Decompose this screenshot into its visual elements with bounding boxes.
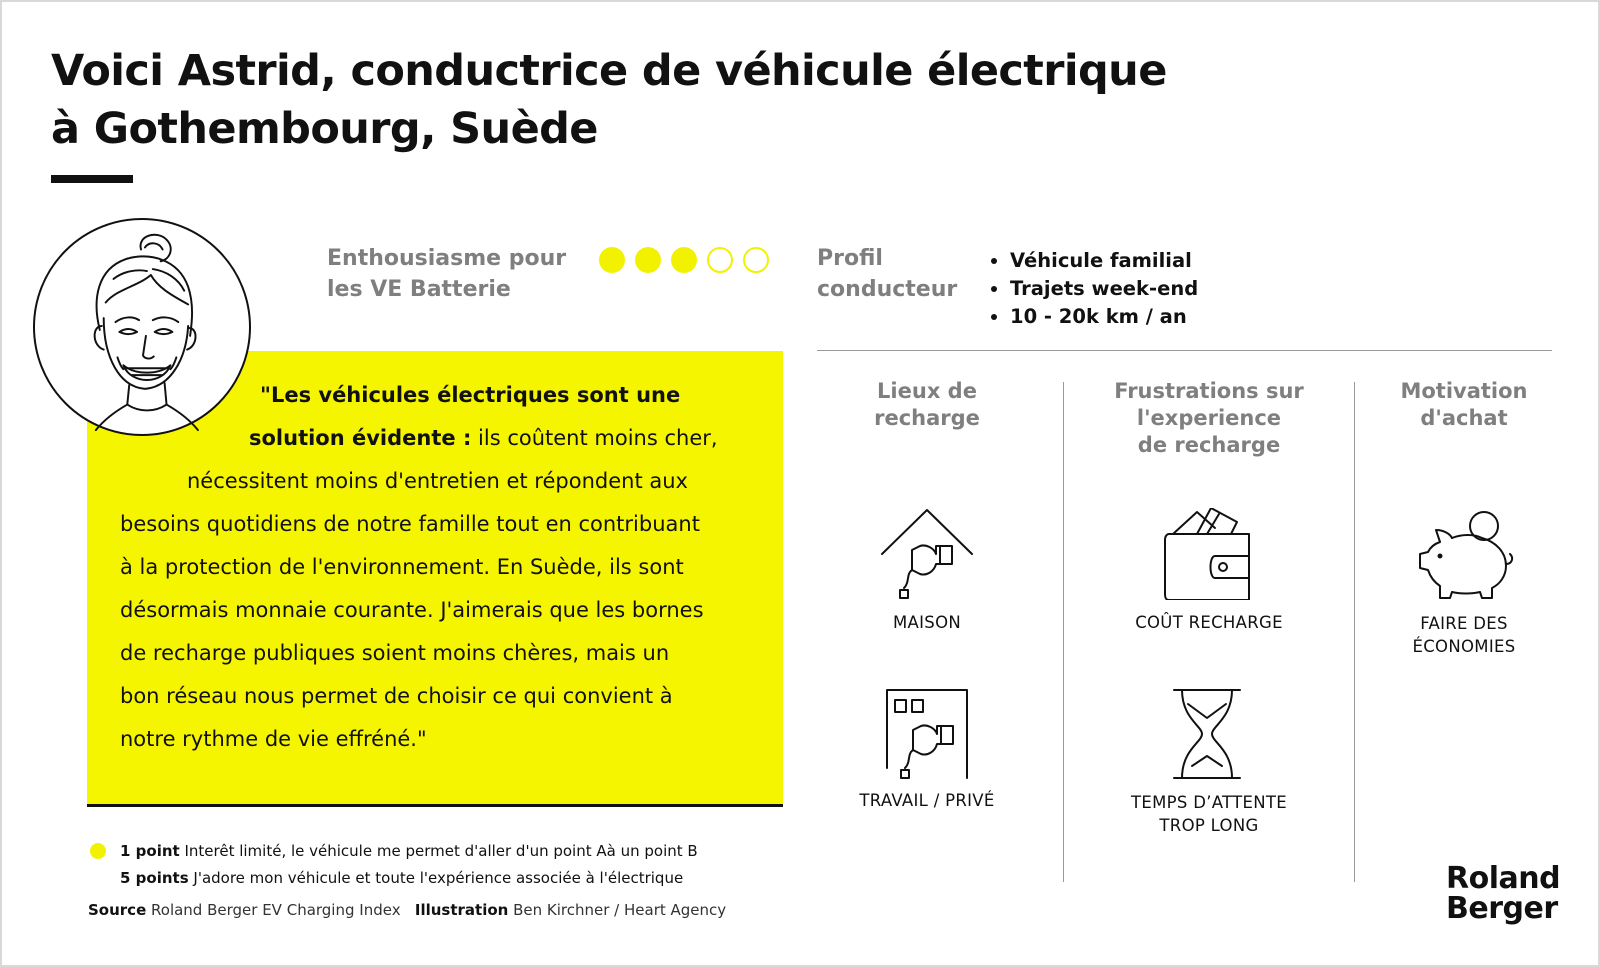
enthusiasm-rating [599,247,769,273]
charging-locations-heading [827,378,1027,432]
legend-row-1 [90,838,698,865]
profile-label-line-1: Profil [817,246,883,271]
quote-line-3: nécessitent moins d'entretien et répondent aux [187,469,688,493]
legend-row-2 [90,865,698,892]
profile-label [817,243,957,305]
charging-cost-caption: COÛT RECHARGE [1135,613,1283,632]
hourglass-icon [1172,688,1242,780]
source-line [88,901,726,919]
charging-heading-line-2: recharge [874,406,980,430]
quote-line-6: désormais monnaie courante. J'aimerais que les bornes [120,598,704,622]
quote-line-9: notre rythme de vie effréné." [120,727,427,751]
legend-row-1-bold: 1 point [120,842,180,860]
legend-row-2-bold: 5 points [120,869,189,887]
enthusiasm-label [327,243,566,305]
work-private-caption: TRAVAIL / PRIVÉ [859,791,995,810]
save-money-line-2: ÉCONOMIES [1412,637,1516,656]
motivation-heading-line-1: Motivation [1400,379,1528,403]
column-divider-2 [1354,382,1355,882]
title-underline [51,175,133,183]
profile-item: • 10 - 20k km / an [1010,303,1198,331]
quote-line-2 [249,424,718,452]
home-charger-icon [880,508,974,602]
profile-divider [817,350,1552,351]
rating-dot-2 [635,247,661,273]
title-line-1: Voici Astrid, conductrice de véhicule électrique [51,46,1167,96]
quote-bold-2: solution évidente : [249,426,472,450]
motivation-heading-line-2: d'achat [1420,406,1508,430]
charging-heading-line-1: Lieux de [877,379,977,403]
piggy-bank-icon [1418,508,1514,600]
profile-item: • Véhicule familial [1010,247,1198,275]
title-line-2: à Gothembourg, Suède [51,104,598,154]
frustrations-heading [1099,378,1319,459]
quote-line-7: de recharge publiques soient moins chères, mais un [120,641,670,665]
rating-dot-1 [599,247,625,273]
source-label: Source [88,901,147,919]
enthusiasm-label-line-1: Enthousiasme pour [327,246,567,271]
waiting-time-line-2: TROP LONG [1159,816,1259,835]
waiting-time-line-1: TEMPS D’ATTENTE [1130,793,1287,812]
quote-line-4: besoins quotidiens de notre famille tout en contribuant [120,512,700,536]
illustration-label: Illustration [414,901,509,919]
quote-line-8: bon réseau nous permet de choisir ce qui convient à [120,684,673,708]
illustration-text: Ben Kirchner / Heart Agency [508,901,727,919]
roland-berger-logo [1446,861,1561,926]
purchase-motivation-heading [1374,378,1554,432]
rating-dot-3 [671,247,697,273]
legend-dot-icon [90,843,106,859]
profile-list [982,247,1198,331]
workplace-charger-icon [885,688,973,780]
page-title [51,42,1167,158]
quote-bold-1: "Les véhicules électriques sont une [260,383,681,407]
legend-row-1-text: Interêt limité, le véhicule me permet d'aller d'un point Aà un point B [179,842,698,860]
column-divider-1 [1063,382,1064,882]
quote-rest-2: ils coûtent moins cher, [471,426,718,450]
woman-portrait-icon [35,220,249,434]
quote-line-5: à la protection de l'environnement. En Suède, ils sont [120,555,684,579]
save-money-line-1: FAIRE DES [1420,614,1508,633]
frustrations-heading-line-1: Frustrations sur [1114,379,1304,403]
frustrations-heading-line-3: de recharge [1137,433,1281,457]
enthusiasm-label-line-2: les VE Batterie [327,277,511,302]
profile-item: • Trajets week-end [1010,275,1198,303]
wallet-icon [1163,508,1253,600]
save-money-caption [1374,612,1554,658]
portrait-illustration [33,218,251,436]
waiting-time-caption [1099,791,1319,837]
profile-label-line-2: conducteur [817,277,958,302]
brand-line-1: Roland [1446,861,1561,896]
source-text: Roland Berger EV Charging Index [146,901,401,919]
infographic-page [2,2,1598,965]
home-caption: MAISON [893,613,961,632]
brand-line-2: Berger [1446,891,1558,926]
rating-dot-4 [707,247,733,273]
rating-legend [90,838,698,892]
legend-row-2-text: J'adore mon véhicule et toute l'expérience associée à l'électrique [188,869,684,887]
rating-dot-5 [743,247,769,273]
frustrations-heading-line-2: l'experience [1136,406,1282,430]
quote-line-1 [260,381,680,409]
